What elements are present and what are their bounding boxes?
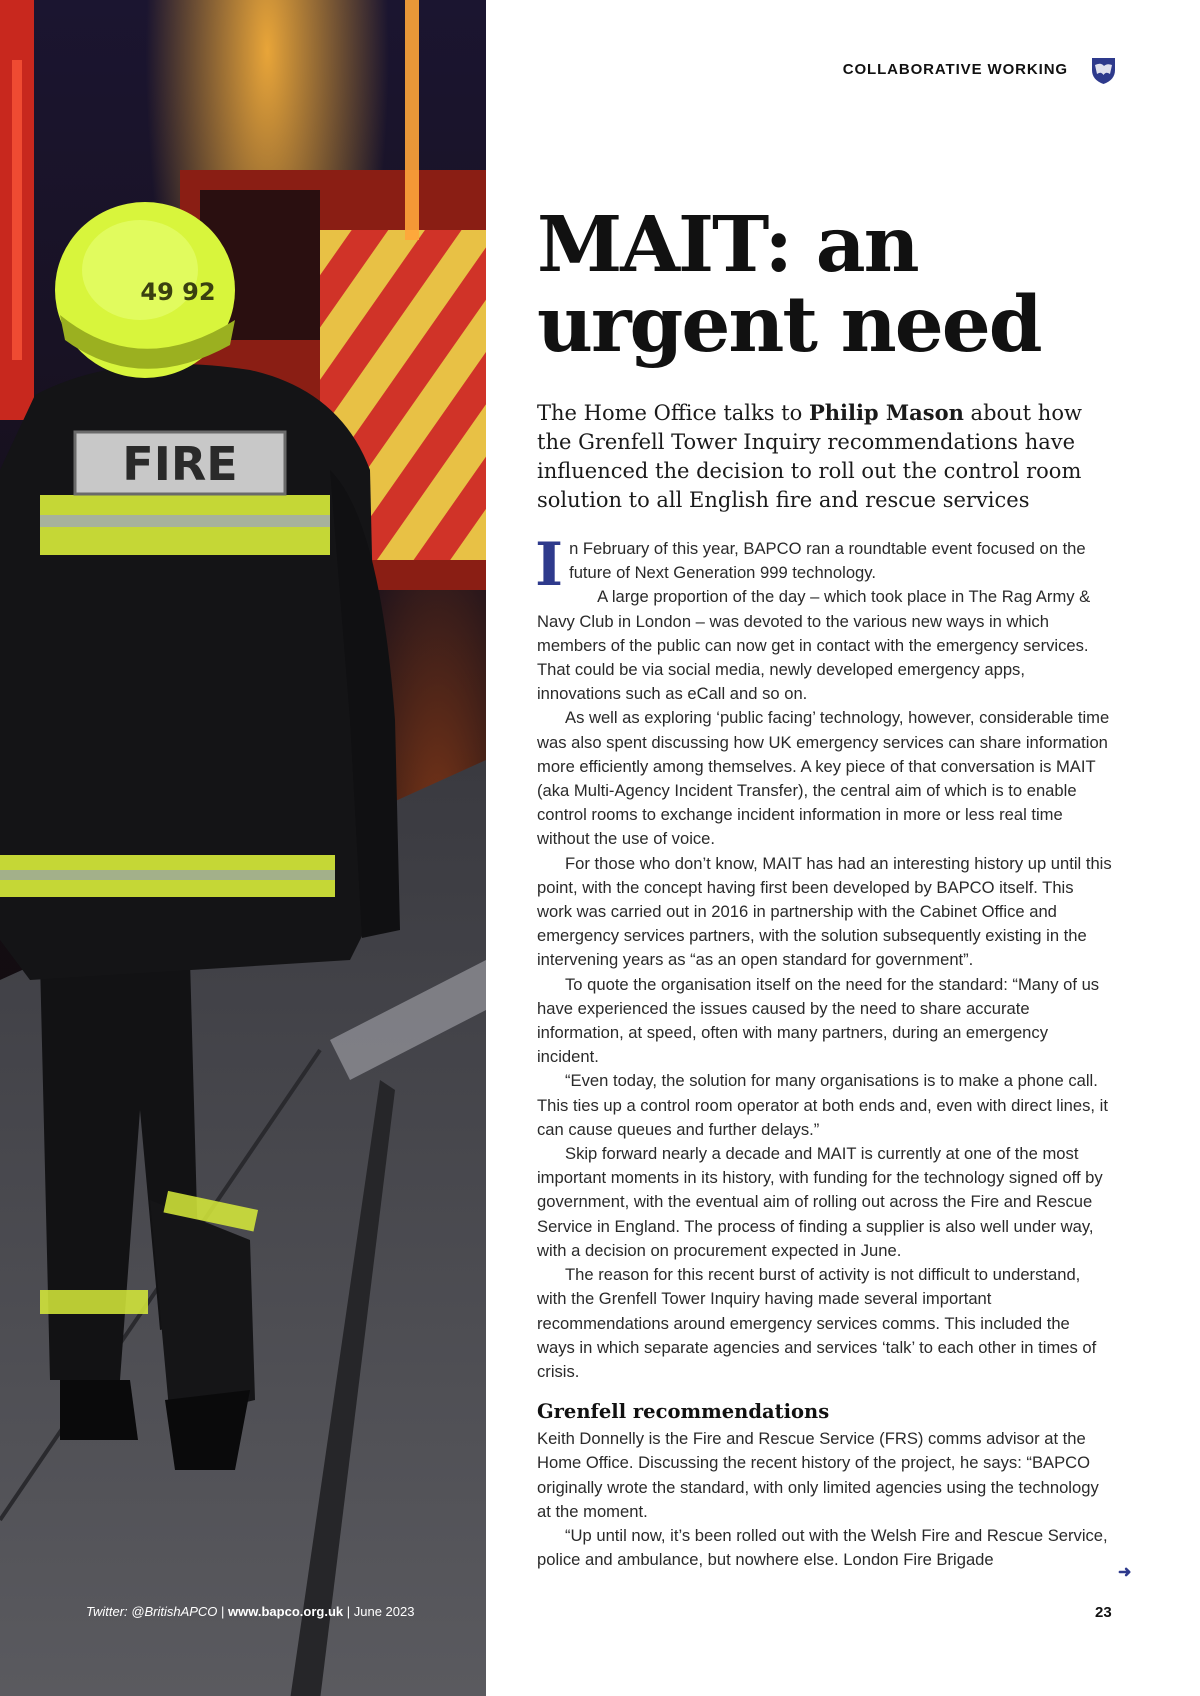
article-headline: MAIT: an urgent need [537,200,1041,370]
paragraph: To quote the organisation itself on the need for the standard: “Many of us have experienced the issues caused by the need to share accurate information, at speed, often with many partners, during an emergency incident. [537,974,1100,1067]
paragraph: As well as exploring ‘public facing’ technology, however, considerable time was also spent discussing how UK emergency services can share information more efficiently among themselves. A key piece of that conversation is MAIT (aka Multi-Agency Incident Transfer), the central aim of which is to enable control rooms to exchange incident information in more or less real time without the use of voice. [537,708,1110,849]
helmet-number: 49 92 [140,278,216,306]
firefighter-illustration [0,0,486,1696]
continue-arrow-icon: ➜ [1118,1564,1132,1581]
article-body [535,530,1112,1572]
issue-date: June 2023 [353,1604,415,1619]
paragraph: For those who don’t know, MAIT has had an interesting history up until this point, with the concept having first been developed by BAPCO itself. This work was carried out in 2016 in partnership with the Cabinet Office and emergency services partners, with the solution subsequently existing in the intervening years as “as an open standard for government”. [537,853,1112,970]
interviewee-name: Philip Mason [808,400,964,425]
footer-credits: Twitter: @BritishAPCO | www.bapco.org.uk | June 2023 [86,1604,415,1619]
subheading: Grenfell recommendations [537,1400,830,1424]
paragraph: The reason for this recent burst of activity is not difficult to understand, with the Grenfell Tower Inquiry having made several important recommendations around emergency services comms. This included the ways in which separate agencies and services ‘talk’ to each other in times of crisis. [537,1265,1097,1381]
paragraph: A large proportion of the day – which took place in The Rag Army & Navy Club in London – was devoted to the various new ways in which members of the public can now get in contact with the emergency services. That could be via social media, newly developed emergency apps, innovations such as eCall and so on. [537,587,1091,704]
paragraph: In February of this year, BAPCO ran a roundtable event focused on the future of Next Generation 999 technology. [535,530,1086,600]
paragraph: Skip forward nearly a decade and MAIT is currently at one of the most important moments in its history, with funding for the technology signed off by government, with the eventual aim of rolling out across the Fire and Rescue Service in England. The process of finding a supplier is also well under way, with a decision on procurement expected in June. [537,1144,1103,1260]
page-number: 23 [1095,1604,1112,1621]
drop-cap: I [535,530,564,600]
standfirst: The Home Office talks to Philip Mason about how the Grenfell Tower Inquiry recommendations have influenced the decision to roll out the control room solution to all English fire and rescue services [537,400,1082,512]
twitter-handle[interactable]: Twitter: @BritishAPCO [86,1604,218,1619]
website-link[interactable]: www.bapco.org.uk [228,1604,344,1619]
cover-photo [0,0,486,1696]
jacket-fire-label: FIRE [122,437,238,491]
paragraph: Keith Donnelly is the Fire and Rescue Service (FRS) comms advisor at the Home Office. Discussing the recent history of the project, he says: “BAPCO originally wrote the standard, with only limited agencies using the technology at the moment. [537,1429,1099,1521]
bapco-shield-icon [1091,56,1116,85]
paragraph: “Up until now, it’s been rolled out with the Welsh Fire and Rescue Service, police and ambulance, but nowhere else. London Fire Brigade [537,1525,1108,1570]
section-kicker: COLLABORATIVE WORKING [842,61,1068,78]
paragraph: “Even today, the solution for many organisations is to make a phone call. This ties up a control room operator at both ends and, even with direct lines, it can cause queues and further delays.” [537,1071,1108,1139]
